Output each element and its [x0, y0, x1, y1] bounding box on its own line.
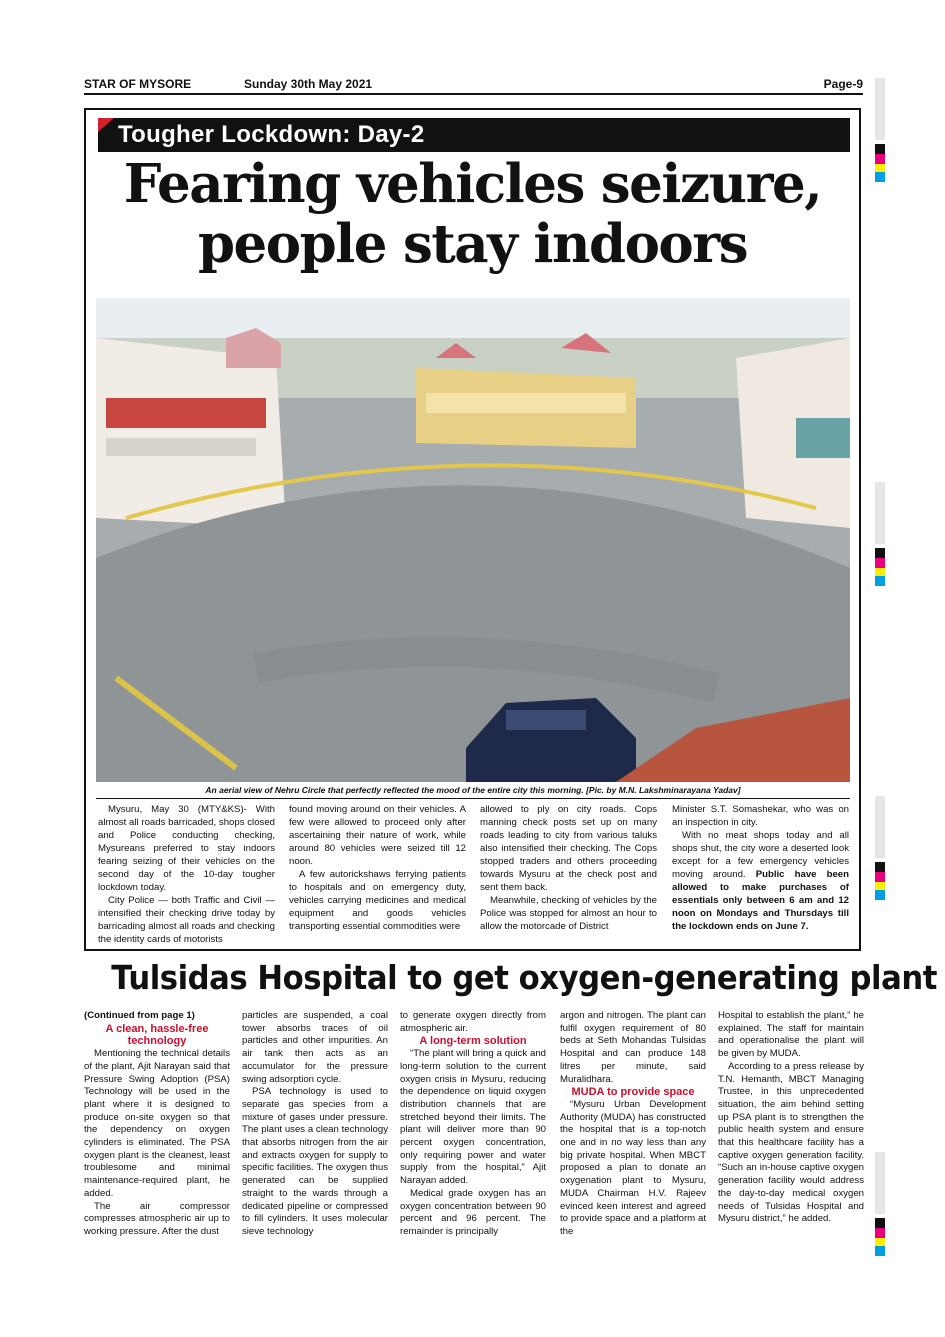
body-paragraph: Mentioning the technical details of the plant, Ajit Narayan said that Pressure Swing Adoption (PSA) Technology will be used in the plant where it is designed to produce on-site oxygen so that the dependency on oxygen cylinders is eliminated. The PSA oxygen plant is the cleanest, least troublesome and minimal maintenance-required plant, he added.	[84, 1048, 230, 1199]
cyan-swatch	[875, 890, 885, 900]
magenta-swatch	[875, 154, 885, 164]
subhead: MUDA to provide space	[571, 1086, 695, 1099]
continued-note: (Continued from page 1)	[84, 1010, 195, 1021]
body-paragraph	[672, 829, 849, 933]
cyan-swatch	[875, 172, 885, 182]
black-swatch	[875, 548, 885, 558]
body-paragraph: found moving around on their vehicles. A few were allowed to proceed only after ascertaining their nature of work, while around 80 vehicles were seized till 12 noon.	[289, 804, 466, 867]
aerial-photo-illustration	[96, 298, 850, 782]
second-headline: Tulsidas Hospital to get oxygen-generating plant	[111, 958, 937, 997]
page-number: Page-9	[823, 77, 863, 91]
body-paragraph: argon and nitrogen. The plant can fulfil oxygen requirement of 80 beds at Seth Mohandas Tulsidas Hospital and can produce 148 litres per minute, said Muralidhara.	[560, 1010, 706, 1085]
body-paragraph: Medical grade oxygen has an oxygen concentration between 90 percent and 96 percent. The remainder is principally	[400, 1187, 546, 1237]
body-paragraph: particles are suspended, a coal tower absorbs traces of oil particles and other impurities. An air tank then acts as an accumulator for the pressure swing adsorption cycle.	[242, 1010, 388, 1085]
publication-name: STAR OF MYSORE	[84, 77, 192, 91]
photo-caption: An aerial view of Nehru Circle that perfectly reflected the mood of the entire city this morning. [Pic. by M.N. Lakshminarayana Yadav]	[96, 784, 850, 799]
body-paragraph: Meanwhile, checking of vehicles by the Police was stopped for almost an hour to allow the motorcade of District	[480, 895, 657, 932]
black-swatch	[875, 862, 885, 872]
red-flag-icon	[98, 118, 114, 132]
body-paragraph: Mysuru, May 30 (MTY&KS)- With almost all roads barricaded, shops closed and Police conducting checking, Mysureans preferred to stay indoors fearing seizing of their vehicles on the second day of the 10-day tougher lockdown today.	[98, 804, 275, 893]
body-paragraph: Hospital to establish the plant,” he explained. The staff for maintain and operationalise the plant will be given by MUDA.	[718, 1010, 864, 1060]
registration-bar	[875, 482, 885, 544]
registration-bar	[875, 78, 885, 140]
lead-headline	[86, 154, 859, 274]
body-column-3	[400, 1010, 546, 1239]
body-column-1	[84, 1010, 230, 1239]
black-swatch	[875, 1218, 885, 1228]
body-paragraph: PSA technology is used to separate gas species from a mixture of gases under pressure. The plant uses a clean technology that absorbs nitrogen from the air and extracts oxygen for supply to specific facilities. The oxygen thus generated can be supplied straight to the wards through a dedicated pipeline or compressed to fill cylinders. It uses molecular sieve technology	[242, 1086, 388, 1237]
body-paragraph: Minister S.T. Somashekar, who was on an inspection in city.	[672, 804, 849, 828]
body-paragraph: City Police — both Traffic and Civil — intensified their checking drive today by barricading almost all roads and checking the identity cards of motorists	[98, 895, 275, 945]
cyan-swatch	[875, 576, 885, 586]
magenta-swatch	[875, 558, 885, 568]
body-paragraph: to generate oxygen directly from atmospheric air.	[400, 1010, 546, 1034]
headline-line-2: people stay indoors	[197, 213, 748, 275]
headline-line-1: Fearing vehicles seizure,	[123, 153, 822, 215]
aerial-photo	[96, 298, 850, 782]
body-paragraph: “Mysuru Urban Development Authority (MUDA) has constructed the hospital that is a top-notch one and in no way less than any big private hospital. When MBCT proposed a plan to donate an oxygenation plant to Mysuru, MUDA Chairman H.V. Rajeev evinced keen interest and agreed to provide space and a platform at the	[560, 1098, 706, 1237]
subhead: A clean, hassle-free technology	[105, 1022, 209, 1048]
body-paragraph: A few autorickshaws ferrying patients to hospitals and on emergency duty, vehicles carrying medicines and medical equipment and goods vehicles transporting essential commodities were	[289, 869, 466, 932]
body-column-1	[98, 803, 275, 946]
body-paragraph: According to a press release by T.N. Hemanth, MBCT Managing Trustee, in this unprecedented situation, the aim behind setting up PSA plant is to strengthen the public health system and ensure that this healthcare facility has a captive oxygen generation facility. “Such an in-house captive oxygen generation facility would address the day-to-day medical oxygen needs of Tulsidas Hospital and Mysuru district,” he added.	[718, 1060, 864, 1225]
body-column-3	[480, 803, 657, 933]
body-text-bold: Public have been allowed to make purchases of essentials only between 6 am and 12 noon on Mondays and Thursdays till the lockdown ends on June 7.	[672, 869, 849, 932]
black-swatch	[875, 144, 885, 154]
kicker-text: Tougher Lockdown: Day-2	[118, 121, 425, 148]
body-column-5	[718, 1010, 864, 1226]
subhead: A long-term solution	[419, 1035, 527, 1048]
issue-date: Sunday 30th May 2021	[244, 77, 373, 91]
registration-bar	[875, 1152, 885, 1214]
header-rule	[84, 93, 863, 95]
magenta-swatch	[875, 872, 885, 882]
body-paragraph: The air compressor compresses atmospheric air up to working pressure. After the dust	[84, 1200, 230, 1237]
body-column-2	[242, 1010, 388, 1239]
body-paragraph: “The plant will bring a quick and long-term solution to the current oxygen crisis in Mysuru, reducing the dependence on liquid oxygen distribution channels that are stretched beyond their limits. The plant will deliver more than 90 percent oxygen concentration, only requiring power and water supply from the hospital,” Ajit Narayan added.	[400, 1048, 546, 1187]
registration-bar	[875, 796, 885, 858]
body-column-2	[289, 803, 466, 933]
body-column-4	[560, 1010, 706, 1239]
body-text: With no meat shops today and all shops shut, the city wore a deserted look except for a few emergency vehicles moving around.	[672, 830, 849, 880]
magenta-swatch	[875, 1228, 885, 1238]
cyan-swatch	[875, 1246, 885, 1256]
body-column-4	[672, 803, 849, 933]
kicker-banner	[98, 118, 850, 152]
page-header	[84, 75, 863, 93]
body-paragraph: allowed to ply on city roads. Cops manning check posts set up on many roads leading to city from various taluks also intensified their checking. The Cops stopped traders and others proceeding towards Mysuru at the check post and sent them back.	[480, 804, 657, 893]
